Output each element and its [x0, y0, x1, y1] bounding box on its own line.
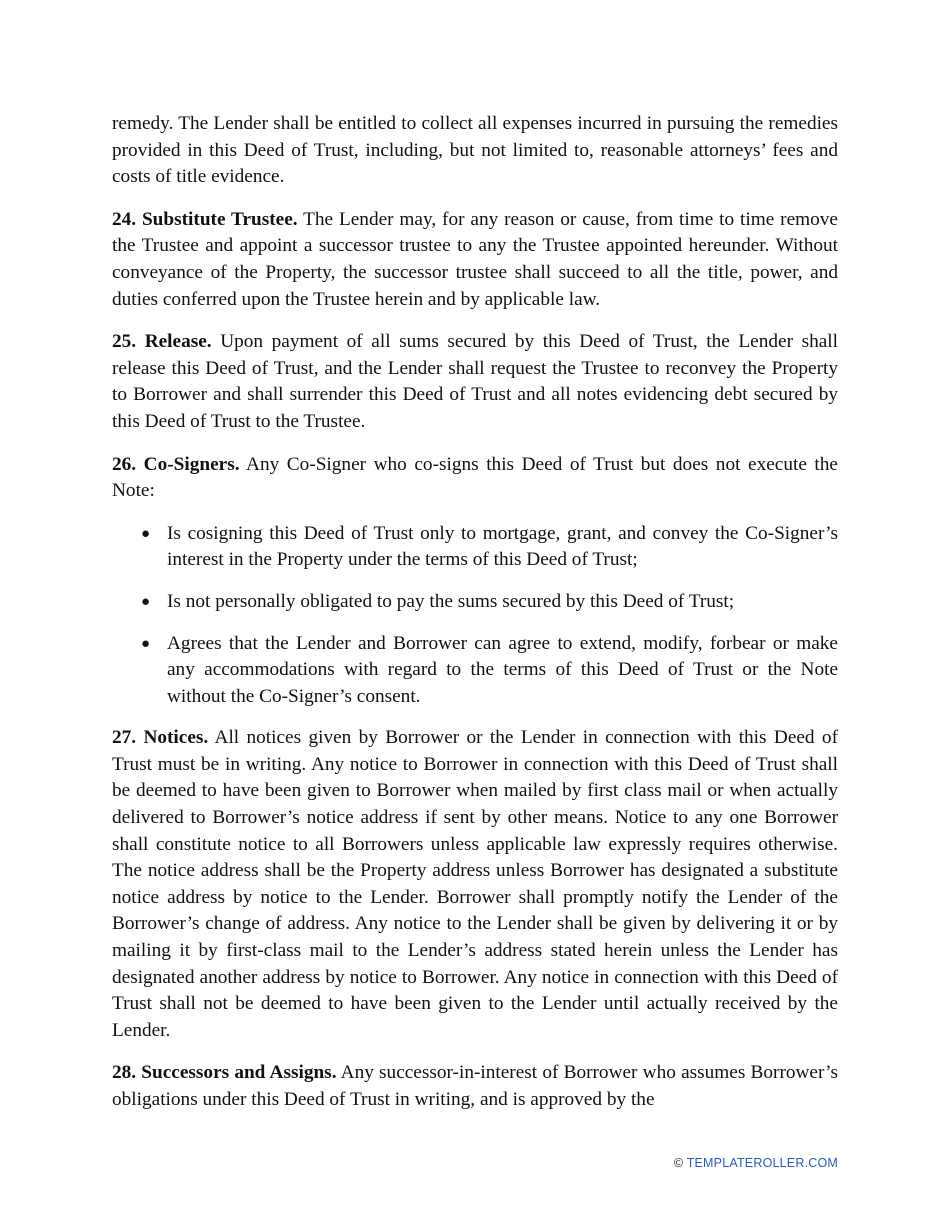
section-24-body: The Lender may, for any reason or cause, from time to time remove the Trustee and appoint a successor trustee to any the Trustee appointed hereunder. Without conveyance of the Property, the successor trustee shall succeed to all the title, power, and duties conferred upon the Trustee herein and by applicable law.	[112, 208, 838, 310]
section-26-co-signers	[112, 452, 838, 505]
section-24-substitute-trustee	[112, 207, 838, 313]
section-25-release	[112, 329, 838, 435]
document-page	[112, 111, 838, 1130]
list-item	[112, 631, 838, 711]
co-signer-bullet-list	[112, 521, 838, 711]
section-27-notices	[112, 725, 838, 1044]
section-26-heading: 26. Co-Signers.	[112, 453, 240, 475]
section-27-body: All notices given by Borrower or the Lender in connection with this Deed of Trust must be in writing. Any notice to Borrower in connection with this Deed of Trust shall be deemed to have been given to Borrower when mailed by first class mail or when actually delivered to Borrower’s notice address if sent by other means. Notice to any one Borrower shall constitute notice to all Borrowers unless applicable law expressly requires otherwise. The notice address shall be the Property address unless Borrower has designated a substitute notice address by notice to the Lender. Borrower shall promptly notify the Lender of the Borrower’s change of address. Any notice to the Lender shall be given by delivering it or by mailing it by first-class mail to the Lender’s address stated herein unless the Lender has designated another address by notice to Borrower. Any notice in connection with this Deed of Trust shall not be deemed to have been given to the Lender until actually received by the Lender.	[112, 727, 838, 1041]
bullet-text: Is cosigning this Deed of Trust only to mortgage, grant, and convey the Co-Signer’s interest in the Property under the terms of this Deed of Trust;	[167, 522, 838, 571]
section-26-body: Any Co-Signer who co-signs this Deed of Trust but does not execute the Note:	[112, 453, 838, 502]
list-item	[112, 521, 838, 574]
bullet-icon: ●	[141, 593, 151, 610]
section-28-heading: 28. Successors and Assigns.	[112, 1062, 337, 1084]
section-27-heading: 27. Notices.	[112, 727, 209, 749]
bullet-text: Agrees that the Lender and Borrower can agree to extend, modify, forbear or make any accommodations with regard to the terms of this Deed of Trust or the Note without the Co-Signer’s consent.	[167, 632, 838, 707]
copyright-icon: ©	[673, 1156, 684, 1170]
footer-credit	[674, 1156, 838, 1170]
section-25-body: Upon payment of all sums secured by this Deed of Trust, the Lender shall release this Deed of Trust, and the Lender shall request the Trustee to reconvey the Property to Borrower and shall surrender this Deed of Trust and all notes evidencing debt secured by this Deed of Trust to the Trustee.	[112, 331, 838, 432]
intro-paragraph: remedy. The Lender shall be entitled to collect all expenses incurred in pursuing the remedies provided in this Deed of Trust, including, but not limited to, reasonable attorneys’ fees and costs of title evidence.	[112, 113, 838, 188]
templateroller-link[interactable]: TEMPLATEROLLER.COM	[686, 1156, 838, 1170]
bullet-text: Is not personally obligated to pay the sums secured by this Deed of Trust;	[167, 590, 735, 612]
section-28-body: Any successor-in-interest of Borrower who assumes Borrower’s obligations under this Deed of Trust in writing, and is approved by the	[112, 1062, 838, 1110]
list-item	[112, 589, 838, 616]
section-25-heading: 25. Release.	[112, 331, 212, 353]
section-24-heading: 24. Substitute Trustee.	[112, 208, 298, 230]
section-28-successors-and-assigns	[112, 1060, 838, 1113]
bullet-icon: ●	[141, 525, 151, 542]
bullet-icon: ●	[141, 635, 151, 652]
